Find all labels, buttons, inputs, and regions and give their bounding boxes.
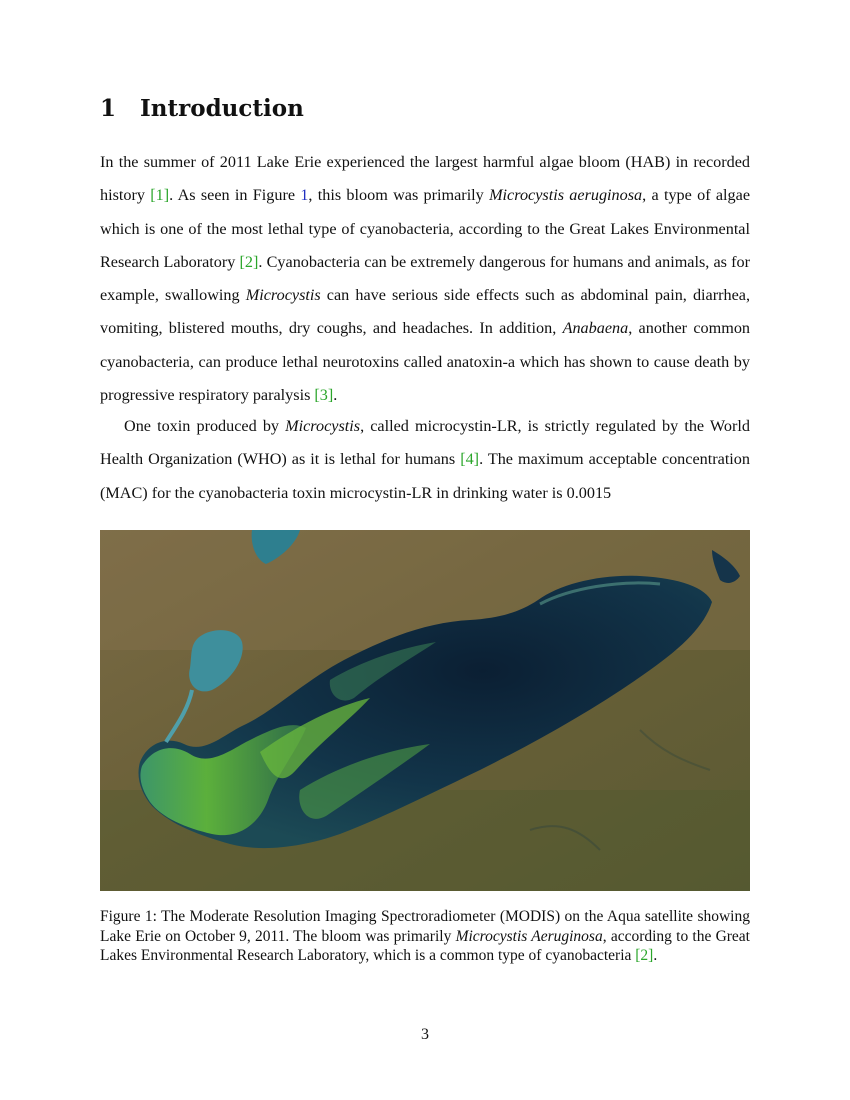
text-run: . Cyanobacteria can be extremely dangerous for humans and animals, as for example, swallowing [100,252,750,305]
text-run: . As seen in Figure [169,186,301,205]
text-run: , called microcystin-LR, is strictly regulated by the World Health Organization (WHO) as it is lethal for humans [100,417,750,469]
section-heading [100,94,304,124]
species-name: Microcystis [285,417,361,435]
citation-link[interactable]: [1] [150,186,170,205]
text-run: . [653,947,658,964]
text-run: . [333,386,338,405]
text-run: , another common cyanobacteria, can produce lethal neurotoxins called anatoxin-a which has shown to cause death by progressive respiratory paralysis [100,319,751,405]
citation-link[interactable]: [4] [460,450,480,469]
text-run: , a type of algae which is one of the most lethal type of cyanobacteria, according to the Great Lakes Environmental Research Laboratory [100,186,751,271]
citation-link[interactable]: [2] [635,947,654,964]
figure-caption [100,907,750,966]
lake-erie-satellite-image [100,530,750,891]
text-run: . The maximum acceptable concentration (MAC) for the cyanobacteria toxin microcystin-LR in drinking water is 0.0015 [100,450,750,502]
text-run: In the summer of 2011 Lake Erie experienced the largest harmful algae bloom (HAB) in recorded history [100,153,750,205]
page-number: 3 [421,1026,429,1043]
text-run: Figure 1: The Moderate Resolution Imaging Spectroradiometer (MODIS) on the Aqua satellite showing Lake Erie on October 9, 2011. The bloom was primarily [100,908,750,945]
figure-reference-link[interactable]: 1 [300,186,309,205]
text-run: , according to the Great Lakes Environmental Research Laboratory, which is a common type of cyanobacteria [100,927,750,964]
species-name: Microcystis aeruginosa [489,186,643,205]
species-name: Microcystis [245,286,321,305]
text-run: can have serious side effects such as abdominal pain, diarrhea, vomiting, blistered mouths, dry coughs, and headaches. In addition, [100,286,751,338]
citation-link[interactable]: [2] [239,252,259,271]
species-name: Anabaena [562,319,629,338]
text-run: , this bloom was primarily [308,186,490,205]
intro-paragraph-2 [100,410,750,510]
section-title: Introduction [140,95,304,122]
section-number: 1 [100,95,117,122]
text-run: One toxin produced by [124,417,286,435]
citation-link[interactable]: [3] [314,386,334,405]
intro-paragraph-1 [100,146,750,412]
species-name: Microcystis Aeruginosa [455,927,603,945]
